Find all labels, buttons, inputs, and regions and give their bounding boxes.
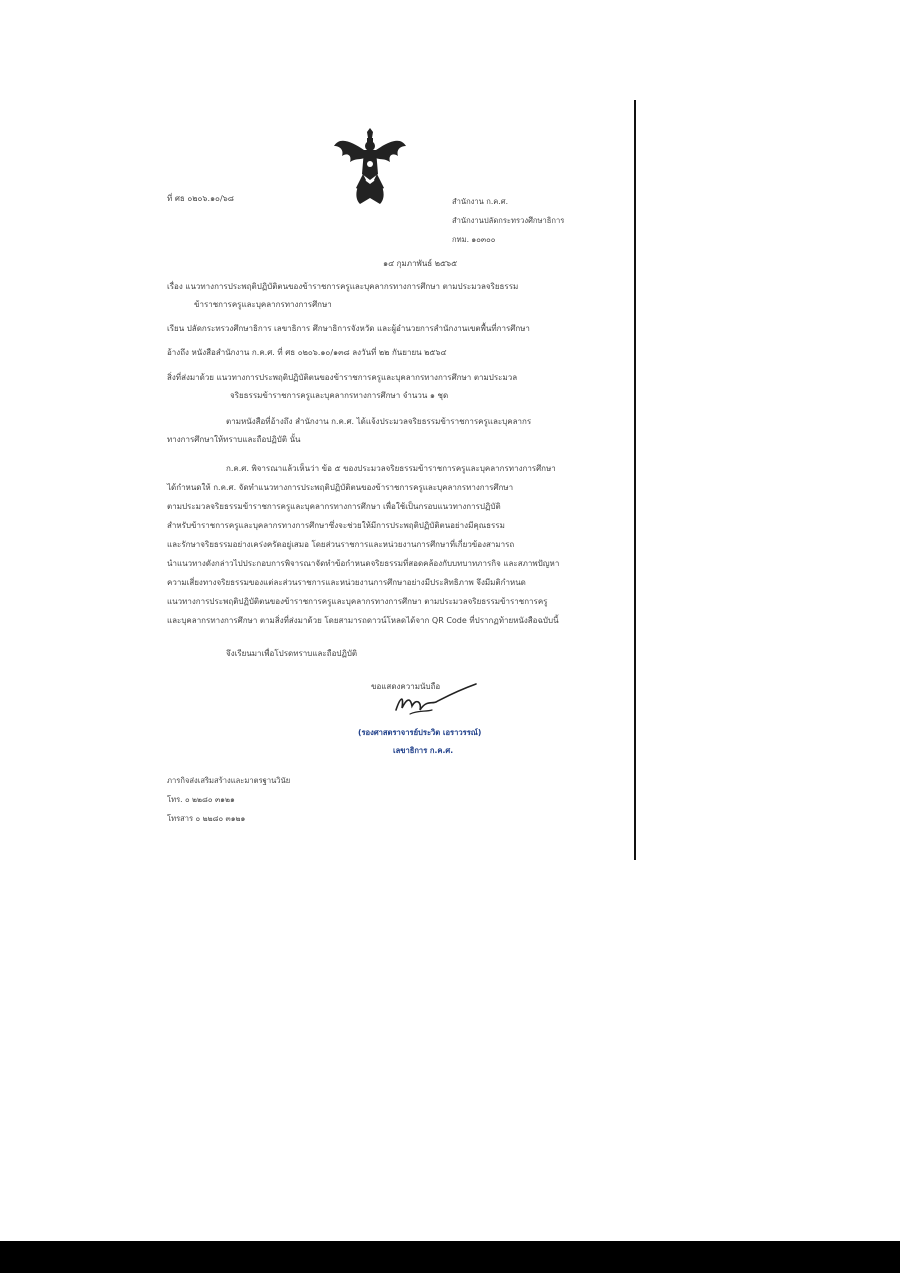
paragraph-2-line: ความเสี่ยงทางจริยธรรมของแต่ละส่วนราชการและหน่วยงานการศึกษาอย่างมีประสิทธิภาพ จึงมีมติกำหนด [167, 578, 526, 587]
sender-postcode: กทม. ๑๐๓๐๐ [452, 235, 496, 244]
margin-line [634, 100, 636, 860]
phone-number: โทร. ๐ ๒๒๘๐ ๓๑๒๑ [167, 795, 235, 804]
closing-request: จึงเรียนมาเพื่อโปรดทราบและถือปฏิบัติ [226, 649, 358, 658]
closing-salutation: ขอแสดงความนับถือ [371, 682, 441, 691]
sender-office-1: สำนักงาน ก.ค.ศ. [452, 197, 509, 206]
signer-title: เลขาธิการ ก.ค.ศ. [393, 746, 454, 755]
letter-date: ๑๔ กุมภาพันธ์ ๒๕๖๕ [383, 259, 458, 268]
signature-image [392, 680, 482, 720]
paragraph-1-line: ทางการศึกษาให้ทราบและถือปฏิบัติ นั้น [167, 435, 301, 444]
paragraph-2-line: นำแนวทางดังกล่าวไปประกอบการพิจารณาจัดทำข้อกำหนดจริยธรรมที่สอดคล้องกับบทบาทภารกิจ และสภาพปัญหา [167, 559, 560, 568]
signer-name: (รองศาสตราจารย์ประวิต เอราวรรณ์) [358, 728, 482, 737]
subject-line-1: เรื่อง แนวทางการประพฤติปฏิบัติตนของข้าราชการครูและบุคลากรทางการศึกษา ตามประมวลจริยธรรม [167, 282, 519, 291]
subject-line-2: ข้าราชการครูและบุคลากรทางการศึกษา [194, 300, 332, 309]
enclosure-line-1: สิ่งที่ส่งมาด้วย แนวทางการประพฤติปฏิบัติตนของข้าราชการครูและบุคลากรทางการศึกษา ตามประมวล [167, 373, 518, 382]
footer-bar [0, 1241, 900, 1273]
sender-office-2: สำนักงานปลัดกระทรวงศึกษาธิการ [452, 216, 565, 225]
garuda-emblem-icon [330, 128, 410, 208]
reference-line: อ้างถึง หนังสือสำนักงาน ก.ค.ศ. ที่ ศธ ๐๒๐๖.๑๐/๑๓๘ ลงวันที่ ๒๒ กันยายน ๒๕๖๔ [167, 348, 447, 357]
addressee-line: เรียน ปลัดกระทรวงศึกษาธิการ เลขาธิการ ศึกษาธิการจังหวัด และผู้อำนวยการสำนักงานเขตพื้นที่การศึกษา [167, 324, 530, 333]
paragraph-2-line: ตามประมวลจริยธรรมข้าราชการครูและบุคลากรทางการศึกษา เพื่อใช้เป็นกรอบแนวทางการปฏิบัติ [167, 502, 501, 511]
paragraph-1-line: ตามหนังสือที่อ้างถึง สำนักงาน ก.ค.ศ. ได้แจ้งประมวลจริยธรรมข้าราชการครูและบุคลากร [226, 417, 532, 426]
paragraph-2-line: ได้กำหนดให้ ก.ค.ศ. จัดทำแนวทางการประพฤติปฏิบัติตนของข้าราชการครูและบุคลากรทางการศึกษา [167, 483, 514, 492]
enclosure-line-2: จริยธรรมข้าราชการครูและบุคลากรทางการศึกษา จำนวน ๑ ชุด [230, 391, 449, 400]
department-name: ภารกิจส่งเสริมสร้างและมาตรฐานวินัย [167, 776, 291, 785]
paragraph-2-line: แนวทางการประพฤติปฏิบัติตนของข้าราชการครูและบุคลากรทางการศึกษา ตามประมวลจริยธรรมข้าราชการครู [167, 597, 548, 606]
reference-number: ที่ ศธ ๐๒๐๖.๑๐/๖๘ [167, 194, 234, 203]
paragraph-2-line: สำหรับข้าราชการครูและบุคลากรทางการศึกษาซึ่งจะช่วยให้มีการประพฤติปฏิบัติตนอย่างมีคุณธรรม [167, 521, 505, 530]
fax-number: โทรสาร ๐ ๒๒๘๐ ๓๑๒๑ [167, 814, 246, 823]
paragraph-2-line: และรักษาจริยธรรมอย่างเคร่งครัดอยู่เสมอ โดยส่วนราชการและหน่วยงานการศึกษาที่เกี่ยวข้องสามารถ [167, 540, 515, 549]
paragraph-2-line: และบุคลากรทางการศึกษา ตามสิ่งที่ส่งมาด้วย โดยสามารถดาวน์โหลดได้จาก QR Code ที่ปรากฏท้ายหนังสือฉบับนี้ [167, 616, 559, 625]
paragraph-2-line: ก.ค.ศ. พิจารณาแล้วเห็นว่า ข้อ ๕ ของประมวลจริยธรรมข้าราชการครูและบุคลากรทางการศึกษา [226, 464, 556, 473]
